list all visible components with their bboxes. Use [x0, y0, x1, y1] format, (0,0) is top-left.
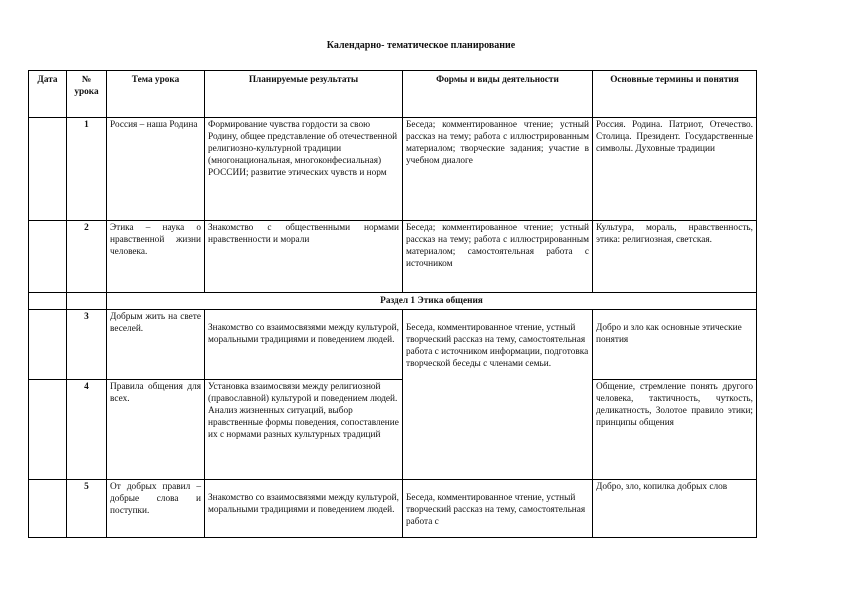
lesson-terms: Россия. Родина. Патриот, Отечество. Столица. Президент. Государственные символы. Духовные традиции	[593, 118, 757, 221]
section-title: Раздел 1 Этика общения	[107, 293, 757, 310]
header-topic: Тема урока	[107, 71, 205, 118]
header-date: Дата	[29, 71, 67, 118]
header-terms: Основные термины и понятия	[593, 71, 757, 118]
lesson-terms: Добро и зло как основные этические понятия	[593, 310, 757, 380]
lesson-topic: Россия – наша Родина	[107, 118, 205, 221]
lesson-results: Знакомство с общественными нормами нравственности и морали	[205, 221, 403, 293]
header-results: Планируемые результаты	[205, 71, 403, 118]
lesson-forms: Беседа; комментированное чтение; устный рассказ на тему; работа с иллюстрированным материалом; творческие задания; участие в учебном диалоге	[403, 118, 593, 221]
date-cell	[29, 380, 67, 480]
lesson-topic: Правила общения для всех.	[107, 380, 205, 480]
header-lesson-no: № урока	[67, 71, 107, 118]
lesson-number: 1	[67, 118, 107, 221]
lesson-forms: Беседа; комментированное чтение; устный рассказ на тему; работа с иллюстрированным материалом; самостоятельная работа с источником	[403, 221, 593, 293]
table-row	[29, 310, 757, 380]
lesson-results: Знакомство со взаимосвязями между культурой, моральными традициями и поведением людей.	[205, 310, 403, 380]
lesson-forms: Беседа, комментированное чтение, устный творческий рассказ на тему, самостоятельная работа с источником информации, подготовка творческой беседы с членами семьи.	[403, 310, 593, 480]
date-cell	[29, 310, 67, 380]
table-row	[29, 118, 757, 221]
header-forms: Формы и виды деятельности	[403, 71, 593, 118]
table-row	[29, 221, 757, 293]
header-row	[29, 71, 757, 118]
lesson-number: 2	[67, 221, 107, 293]
lesson-number: 5	[67, 480, 107, 538]
lesson-topic: Добрым жить на свете веселей.	[107, 310, 205, 380]
lesson-terms: Общение, стремление понять другого человека, тактичность, чуткость, деликатность, Золотое правило этики; принципы общения	[593, 380, 757, 480]
lesson-number: 3	[67, 310, 107, 380]
lesson-number: 4	[67, 380, 107, 480]
lesson-results: Формирование чувства гордости за свою Родину, общее представление об отечественной религиозно-культурной традиции (многонациональная, многоконфесиальная) РОССИИ; развитие этических чувств и норм	[205, 118, 403, 221]
lesson-terms: Культура, мораль, нравственность, этика: религиозная, светская.	[593, 221, 757, 293]
lesson-topic: Этика – наука о нравственной жизни человека.	[107, 221, 205, 293]
page-title: Календарно- тематическое планирование	[326, 40, 516, 51]
lesson-forms: Беседа, комментированное чтение, устный творческий рассказ на тему, самостоятельная работа с	[403, 480, 593, 538]
date-cell	[29, 293, 67, 310]
lesson-results: Знакомство со взаимосвязями между культурой, моральными традициями и поведением людей.	[205, 480, 403, 538]
table-row	[29, 480, 757, 538]
date-cell	[29, 118, 67, 221]
date-cell	[29, 221, 67, 293]
lesson-number-cell	[67, 293, 107, 310]
planning-table	[28, 70, 757, 538]
lesson-topic: От добрых правил – добрые слова и поступки.	[107, 480, 205, 538]
lesson-results: Установка взаимосвязи между религиозной (православной) культурой и поведением людей. Анализ жизненных ситуаций, выбор нравственные формы поведения, сопоставление их с нормами разных культурных традиций	[205, 380, 403, 480]
section-row	[29, 293, 757, 310]
date-cell	[29, 480, 67, 538]
table-row	[29, 380, 757, 480]
lesson-terms: Добро, зло, копилка добрых слов	[593, 480, 757, 538]
